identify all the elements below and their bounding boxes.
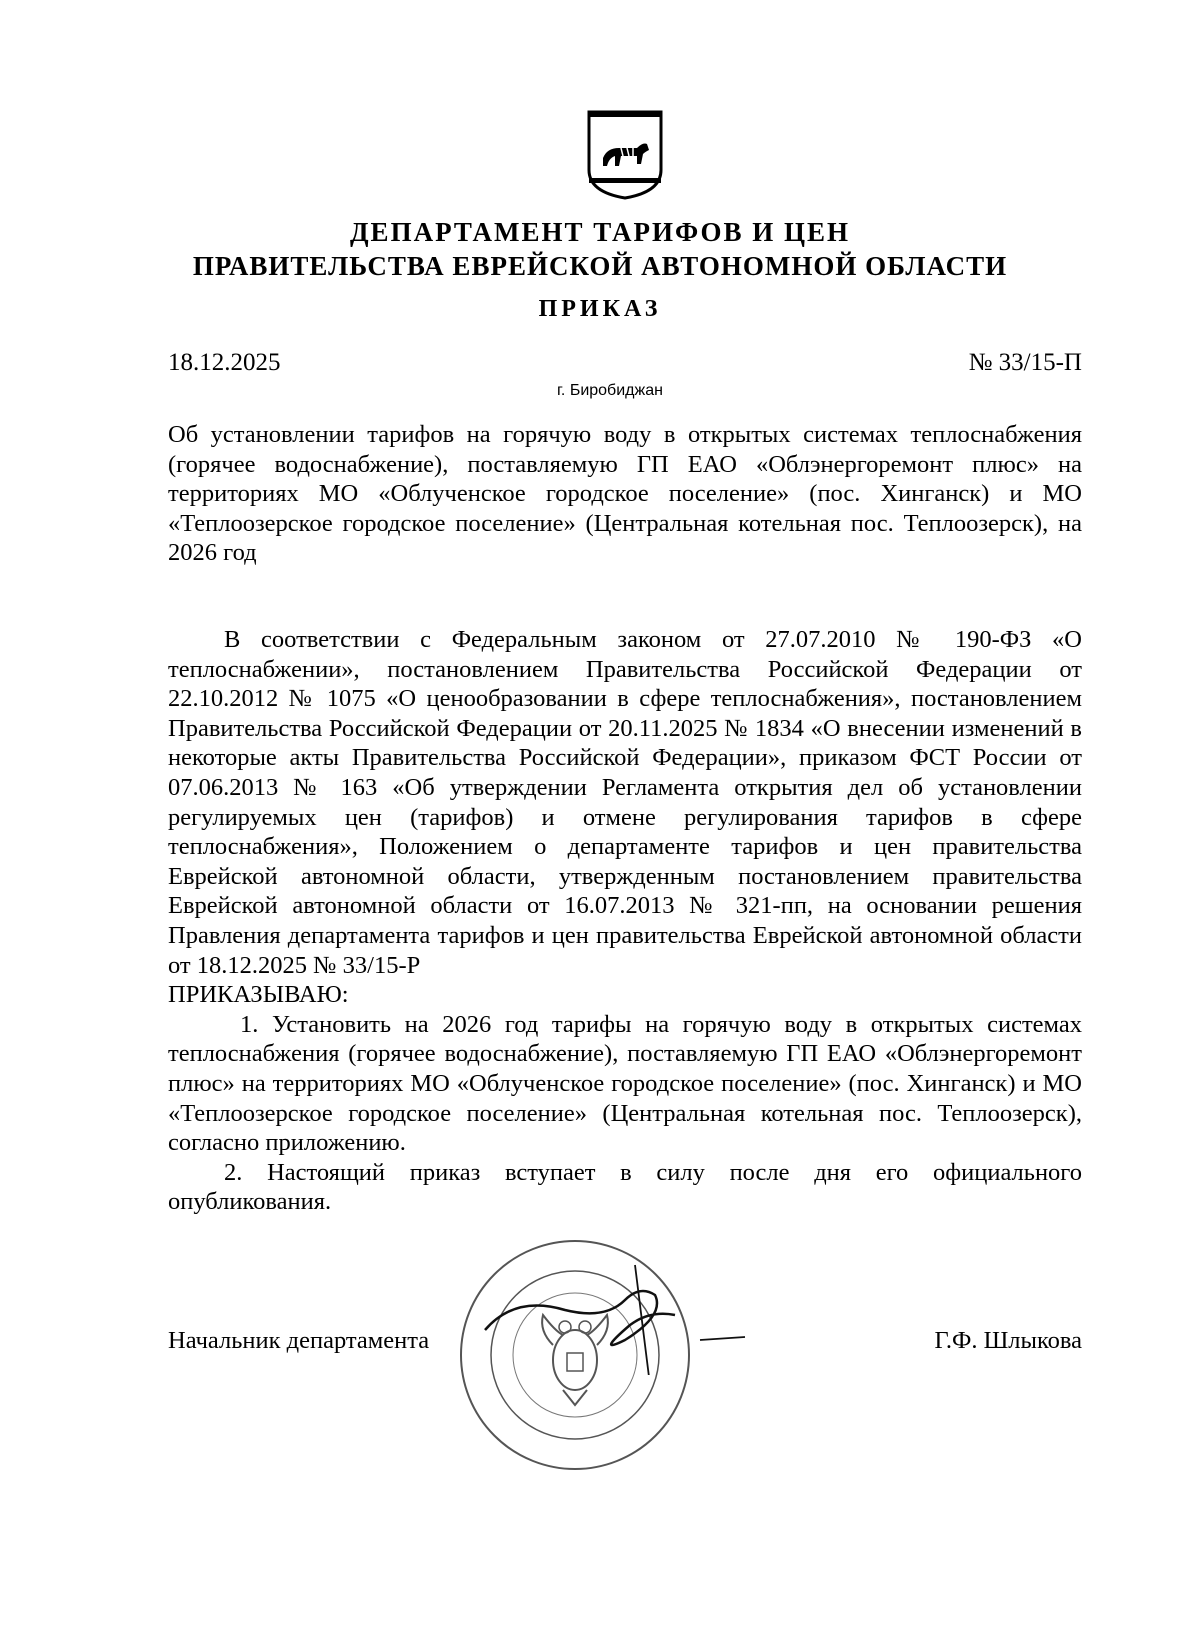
order-item-1: 1. Установить на 2026 год тарифы на горячую воду в открытых системах теплоснабжения (горячее водоснабжение), поставляемую ГП ЕАО «Облэнергоремонт плюс» на территориях МО «Облученское городское поселение» (пос. Хинганск) и МО «Теплоозерское городское поселение» (Центральная котельная пос. Теплоозерск), согласно приложению. xyxy=(168,1010,1082,1157)
department-title-line1: ДЕПАРТАМЕНТ ТАРИФОВ И ЦЕН xyxy=(349,217,851,247)
signatory-role: Начальник департамента xyxy=(168,1327,430,1354)
document-date: 18.12.2025 xyxy=(168,349,281,376)
document-number: № 33/15-П xyxy=(968,349,1082,376)
coat-of-arms-emblem xyxy=(585,108,665,200)
document-subject: Об установлении тарифов на горячую воду в открытых системах теплоснабжения (горячее водоснабжение), поставляемую ГП ЕАО «Облэнергоремонт плюс» на территориях МО «Облученское городское поселение» (пос. Хинганск) и МО «Теплоозерское городское поселение» (Центральная котельная пос. Теплоозерск), на 2026 год xyxy=(168,421,1082,566)
document-city: г. Биробиджан xyxy=(557,382,663,399)
handwritten-signature xyxy=(455,1255,755,1375)
preamble-paragraph: В соответствии с Федеральным законом от 27.07.2010 № 190-ФЗ «О теплоснабжении», постановлением Правительства Российской Федерации от 22.10.2012 № 1075 «О ценообразовании в сфере теплоснабжения», постановлением Правительства Российской Федерации от 20.11.2025 № 1834 «О внесении изменений в некоторые акты Правительства Российской Федерации», приказом ФСТ России от 07.06.2013 № 163 «Об утверждении Регламента открытия дел об установлении регулируемых цен (тарифов) и отмене регулирования тарифов в сфере теплоснабжения», Положением о департаменте тарифов и цен правительства Еврейской автономной области, утвержденным постановлением правительства Еврейской автономной области от 16.07.2013 № 321-пп, на основании решения Правления департамента тарифов и цен правительства Еврейской автономной области от 18.12.2025 № 33/15-Р xyxy=(168,626,1082,979)
document-body xyxy=(168,625,1082,1217)
order-item-2: 2. Настоящий приказ вступает в силу после дня его официального опубликования. xyxy=(168,1158,1082,1216)
order-word: ПРИКАЗЫВАЮ: xyxy=(168,981,349,1009)
document-type-title: ПРИКАЗ xyxy=(538,296,662,322)
signatory-name: Г.Ф. Шлыкова xyxy=(934,1327,1082,1354)
department-title-line2: ПРАВИТЕЛЬСТВА ЕВРЕЙСКОЙ АВТОНОМНОЙ ОБЛАСТИ xyxy=(192,251,1008,281)
